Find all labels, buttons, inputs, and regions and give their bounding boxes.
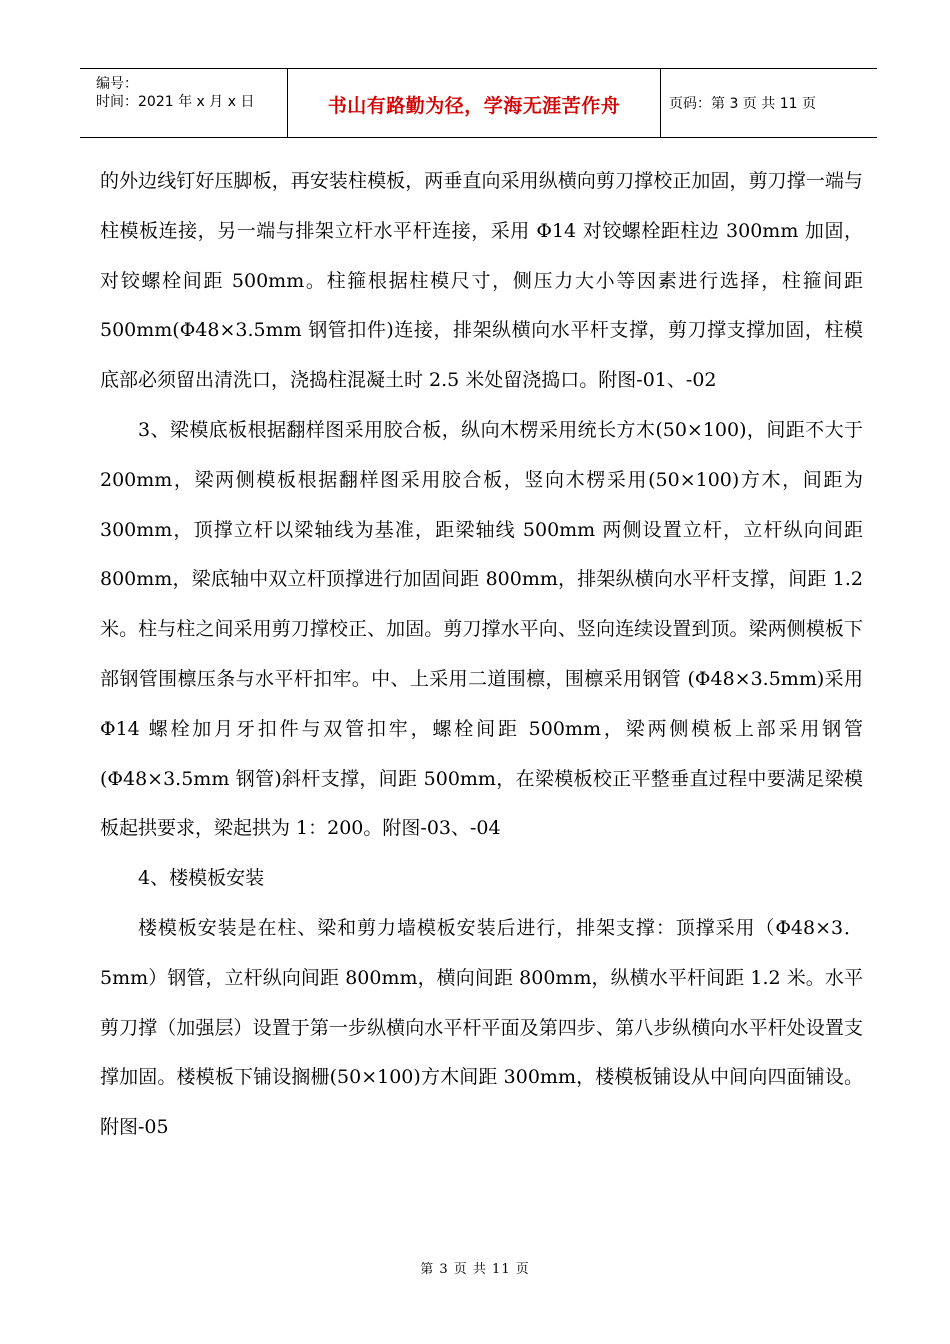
page-header — [80, 68, 877, 138]
section-heading-floor-formwork: 4、楼模板安装 — [138, 867, 265, 890]
body-paragraph-2: 3、梁模底板根据翻样图采用胶合板，纵向木楞采用统长方木(50×100)，间距不大于 200mm，梁两侧模板根据翻样图采用胶合板，竖向木楞采用(50×100)方木，间距为 300mm，顶撑立杆以梁轴线为基准，距梁轴线 500mm 两侧设置立杆，立杆纵向间距 800mm，梁底轴中双立杆顶撑进行加固间距 800mm，排架纵横向水平杆支撑，间距 1.2 米。柱与柱之间采用剪刀撑校正、加固。剪刀撑水平向、竖向连续设置到顶。梁两侧模板下部钢管围檩压条与水平杆扣牢。中、上采用二道围檩，围檩采用钢管 (Φ48×3.5mm)采用 Φ14 螺栓加月牙扣件与双管扣牢，螺栓间距 500mm，梁两侧模板上部采用钢管(Φ48×3.5mm 钢管)斜杆支撑，间距 500mm，在梁模板校正平整垂直过程中要满足梁模板起拱要求，梁起拱为 1：200。附图-03、-04 — [100, 418, 863, 840]
header-motto: 书山有路勤为径，学海无涯苦作舟 — [327, 95, 621, 117]
header-page-info: 页码：第 3 页 共 11 页 — [669, 96, 816, 112]
body-paragraph-1: 的外边线钉好压脚板，再安装柱模板，两垂直向采用纵横向剪刀撑校正加固，剪刀撑一端与柱模板连接，另一端与排架立杆水平杆连接，采用 Φ14 对铰螺栓距柱边 300mm 加固，对铰螺栓间距 500mm。柱箍根据柱模尺寸，侧压力大小等因素进行选择，柱箍间距 500mm(Φ48×3.5mm 钢管扣件)连接，排架纵横向水平杆支撑，剪刀撑支撑加固，柱模底部必须留出清洗口，浇捣柱混凝土时 2.5 米处留浇捣口。附图-01、-02 — [100, 170, 863, 392]
page-footer: 第 3 页 共 11 页 — [420, 1262, 530, 1277]
document-number-label: 编号： — [96, 76, 138, 92]
document-body — [100, 157, 863, 1153]
document-time-label: 时间：2021 年 x 月 x 日 — [96, 94, 255, 110]
header-page-cell — [661, 69, 877, 137]
body-paragraph-4: 楼模板安装是在柱、梁和剪力墙模板安装后进行，排架支撑：顶撑采用（Φ48×3．5mm）钢管，立杆纵向间距 800mm，横向间距 800mm，纵横水平杆间距 1.2 米。水平剪刀撑（加强层）设置于第一步纵横向水平杆平面及第四步、第八步纵横向水平杆处设置支撑加固。楼模板下铺设搁栅(50×100)方木间距 300mm，楼模板铺设从中间向四面铺设。附图-05 — [100, 916, 863, 1139]
header-motto-cell — [288, 69, 661, 137]
header-meta-cell — [80, 69, 288, 137]
